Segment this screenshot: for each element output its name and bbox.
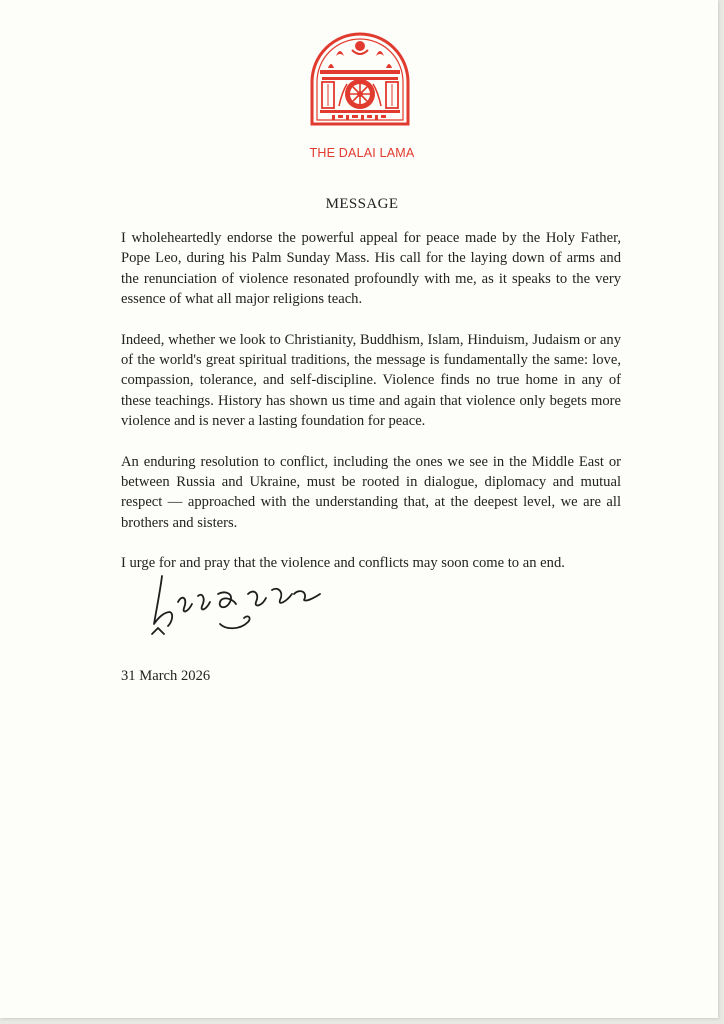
document-date: 31 March 2026 [121, 668, 211, 684]
paragraph-3: An enduring resolution to conflict, including the ones we see in the Middle East or between Russia and Ukraine, must be rooted in dialogue, diplomacy and mutual respect — approached with the understanding that, at the deepest level, we are all brothers and sisters. [121, 453, 621, 531]
paragraph-2: Indeed, whether we look to Christianity, Buddhism, Islam, Hinduism, Judaism or any of the world's great spiritual traditions, the message is fundamentally the same: love, compassion, tolerance, and self-discipline. Violence finds no true home in any of these teachings. History has shown us time and again that violence only begets more violence and is never a lasting foundation for peace. [121, 331, 621, 430]
issuer-name: THE DALAI LAMA [309, 146, 415, 160]
document-title: MESSAGE [325, 196, 399, 212]
message-body [121, 228, 621, 594]
handwritten-signature-icon [148, 572, 326, 640]
paragraph-1: I wholeheartedly endorse the powerful appeal for peace made by the Holy Father, Pope Leo, during his Palm Sunday Mass. His call for the laying down of arms and the renunciation of violence resonated profoundly with me, as it speaks to the very essence of what all major religions teach. [121, 230, 621, 308]
seal-graphic [306, 24, 414, 132]
dalai-lama-seal-icon [306, 24, 414, 132]
signature-graphic [148, 572, 326, 640]
paragraph-4: I urge for and pray that the violence and conflicts may soon come to an end. [121, 555, 565, 572]
